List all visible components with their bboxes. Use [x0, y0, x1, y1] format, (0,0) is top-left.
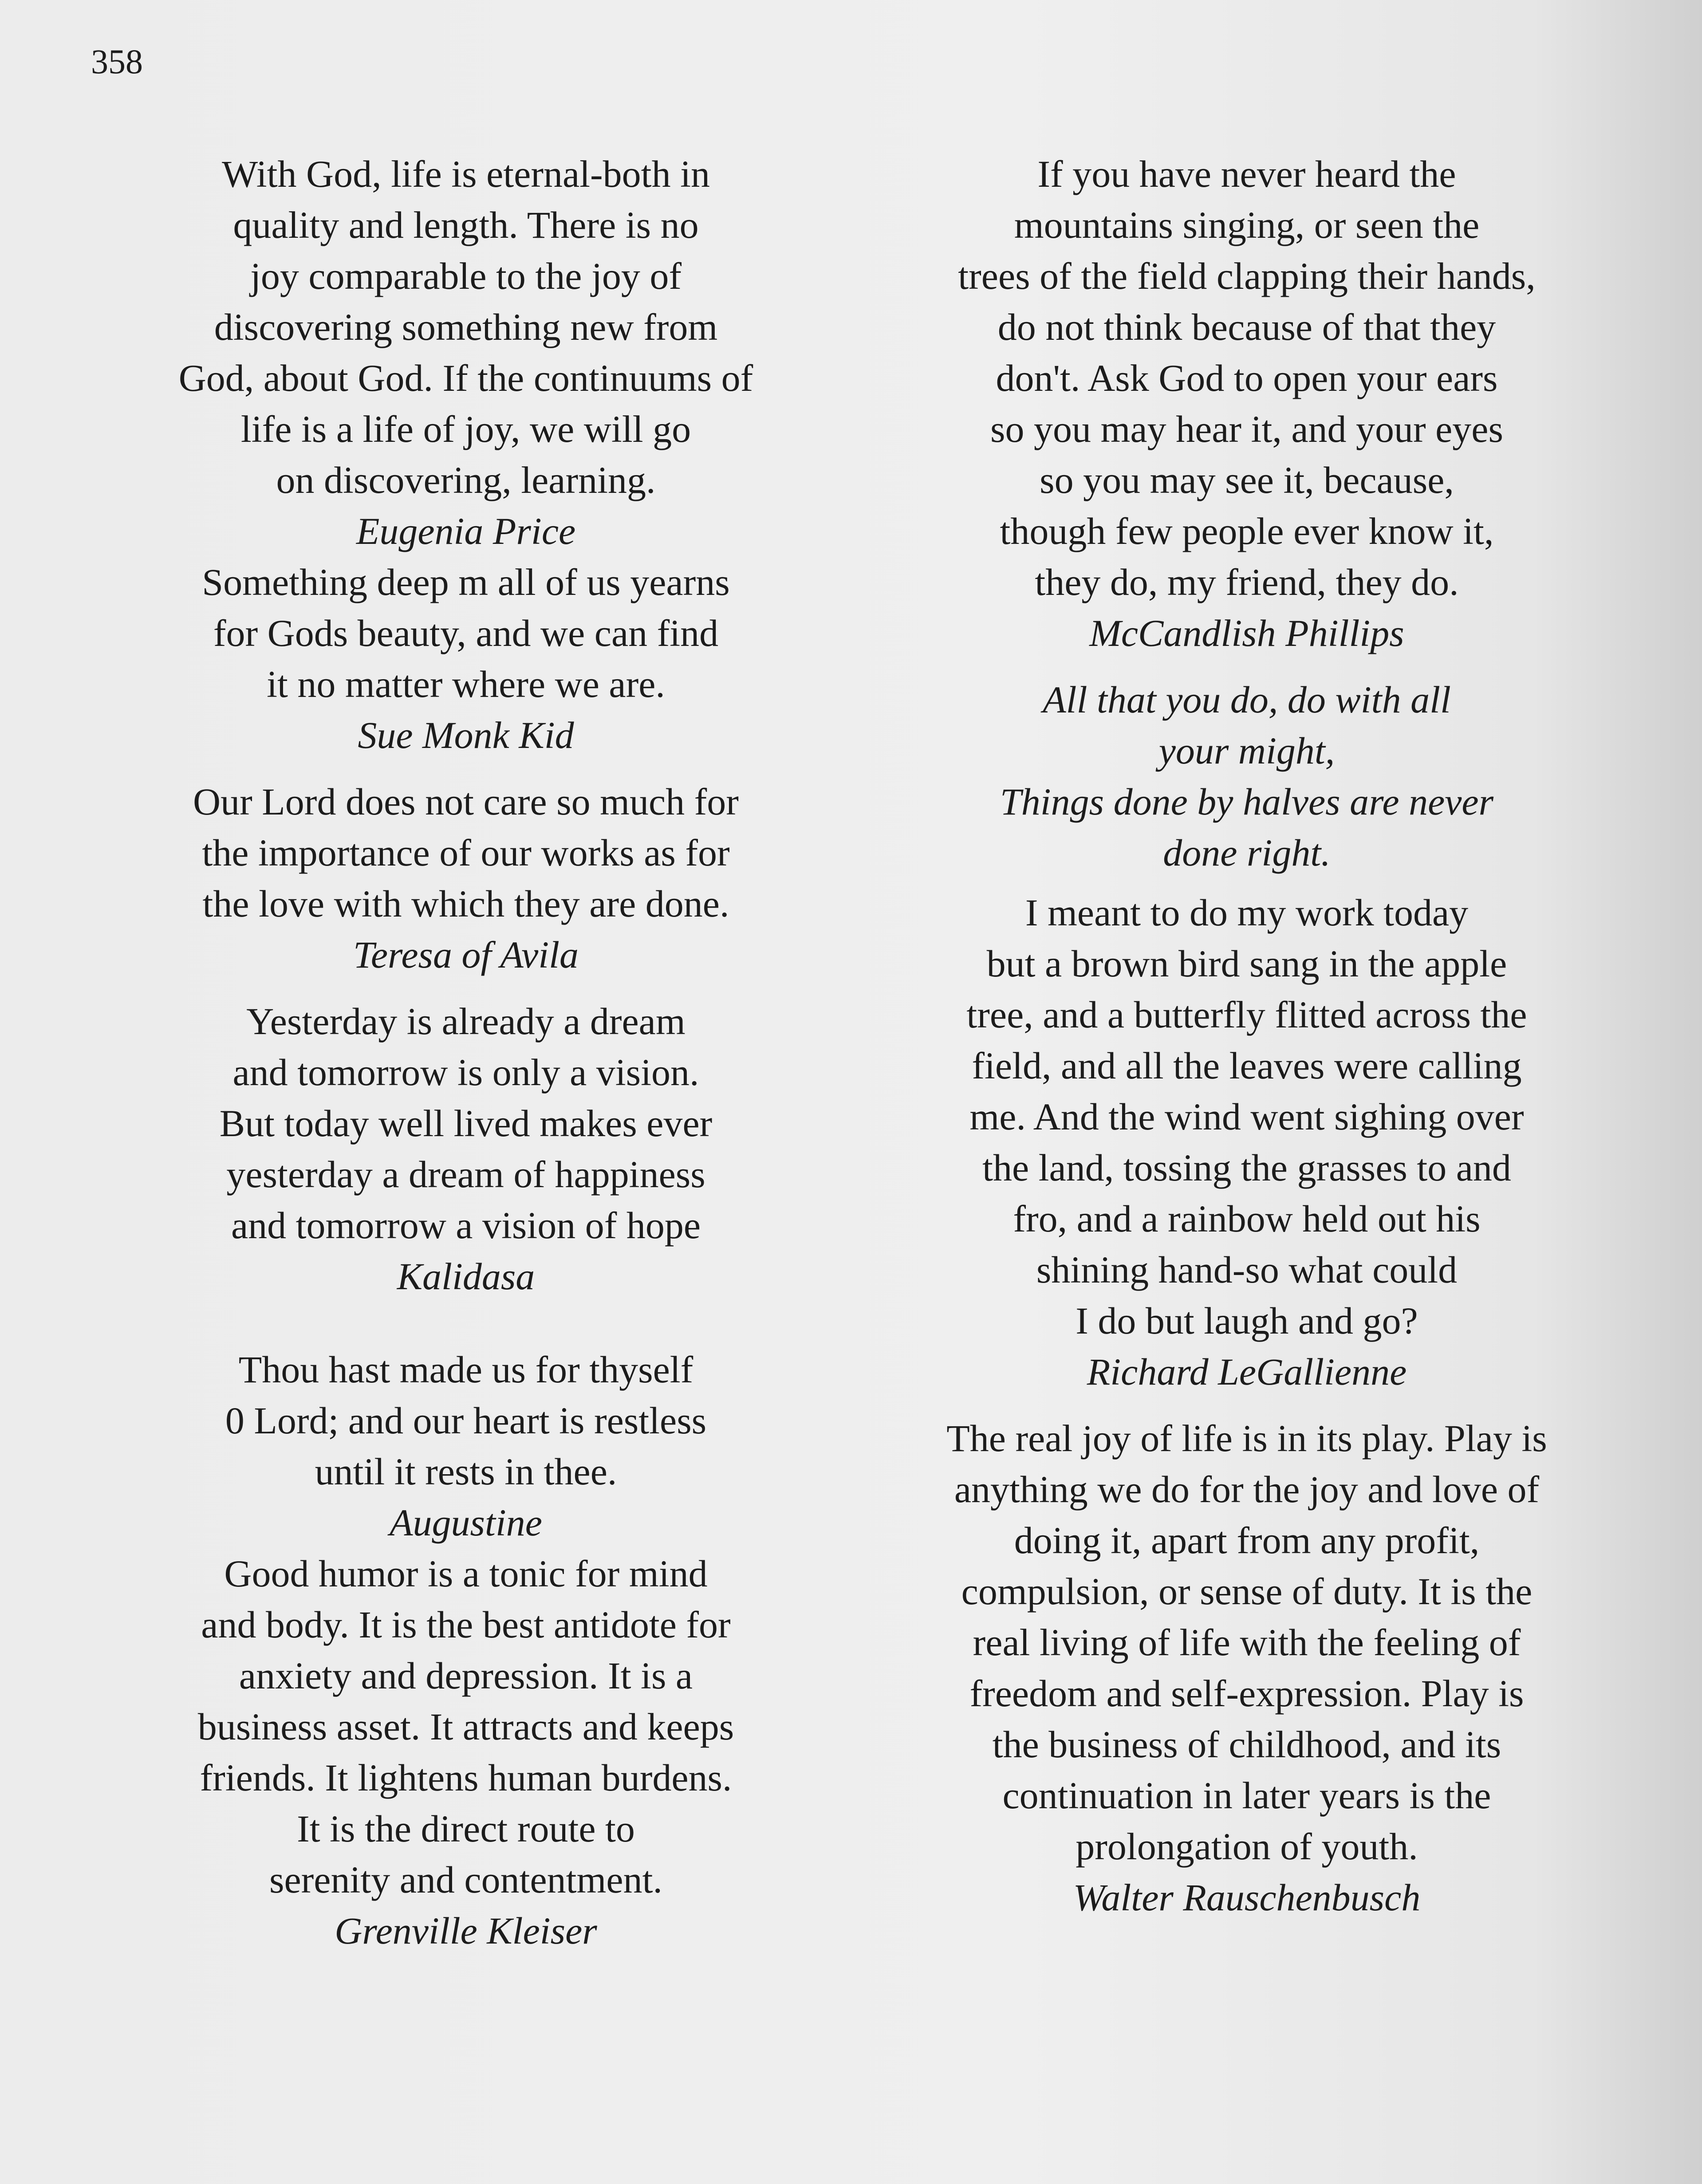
quote-line: me. And the wind went sighing over — [969, 1095, 1524, 1138]
quote-line: doing it, apart from any profit, — [1014, 1519, 1480, 1562]
quote-line: Yesterday is already a dream — [246, 1000, 686, 1043]
quote-line: fro, and a rainbow held out his — [1013, 1197, 1481, 1240]
quote-line: do not think because of that they — [997, 306, 1496, 348]
quote-line: God, about God. If the continuums of — [178, 357, 753, 399]
quote-line: Things done by halves are never — [1000, 780, 1494, 823]
quote-line: the business of childhood, and its — [992, 1723, 1501, 1766]
quote-line: Our Lord does not care so much for — [193, 780, 739, 823]
quote-line: prolongation of youth. — [1076, 1825, 1418, 1868]
quote-line: it no matter where we are. — [267, 663, 665, 705]
quote-line: compulsion, or sense of duty. It is the — [961, 1570, 1533, 1613]
quote-author: Eugenia Price — [356, 510, 576, 552]
quote-line: freedom and self-expression. Play is — [969, 1672, 1524, 1715]
quote-line: Something deep m all of us yearns — [202, 561, 730, 603]
quote-mccandlish-phillips — [892, 149, 1602, 659]
quote-line: trees of the field clapping their hands, — [958, 255, 1536, 297]
quote-line: shining hand-so what could — [1036, 1248, 1458, 1291]
quote-line: the land, tossing the grasses to and — [982, 1146, 1511, 1189]
quote-line: friends. It lightens human burdens. — [200, 1756, 732, 1799]
quote-line: I meant to do my work today — [1025, 891, 1469, 934]
quote-grenville-kleiser — [120, 1548, 812, 1956]
quote-line: they do, my friend, they do. — [1035, 561, 1459, 603]
quote-author: Grenville Kleiser — [335, 1909, 597, 1952]
quote-line: the importance of our works as for — [202, 831, 730, 874]
quote-line: mountains singing, or seen the — [1014, 204, 1480, 246]
right-column — [892, 149, 1602, 1923]
quote-kalidasa — [120, 996, 812, 1302]
quote-line: and tomorrow is only a vision. — [232, 1051, 699, 1094]
quote-line: until it rests in thee. — [315, 1450, 617, 1493]
quote-line: but a brown bird sang in the apple — [986, 942, 1507, 985]
quote-line: on discovering, learning. — [276, 459, 656, 501]
quote-line: field, and all the leaves were calling — [972, 1044, 1522, 1087]
quote-line: But today well lived makes ever — [219, 1102, 713, 1145]
quote-line: so you may hear it, and your eyes — [990, 408, 1503, 450]
quote-line: 0 Lord; and our heart is restless — [225, 1399, 707, 1442]
left-column — [120, 149, 812, 1956]
quote-sue-monk-kid — [120, 557, 812, 761]
quote-line: don't. Ask God to open your ears — [996, 357, 1498, 399]
quote-line: serenity and contentment. — [269, 1858, 662, 1901]
quote-line: your might, — [1158, 729, 1335, 772]
quote-line: real living of life with the feeling of — [973, 1621, 1521, 1664]
quote-eugenia-price — [120, 149, 812, 557]
quote-proverb — [892, 674, 1602, 878]
quote-line: joy comparable to the joy of — [250, 255, 682, 297]
quote-author: Walter Rauschenbusch — [1073, 1876, 1421, 1919]
page-number: 358 — [91, 42, 143, 81]
quote-line: anxiety and depression. It is a — [239, 1654, 693, 1697]
quote-line: Good humor is a tonic for mind — [224, 1552, 708, 1595]
quote-line: anything we do for the joy and love of — [954, 1468, 1540, 1511]
quote-line: quality and length. There is no — [233, 204, 699, 246]
quote-line: tree, and a butterfly flitted across the — [966, 993, 1527, 1036]
quote-author: Sue Monk Kid — [358, 714, 574, 756]
quote-line: done right. — [1163, 831, 1331, 874]
quote-line: discovering something new from — [214, 306, 718, 348]
quote-line: for Gods beauty, and we can find — [213, 612, 719, 654]
quote-line: It is the direct route to — [297, 1807, 635, 1850]
quote-line: With God, life is eternal-both in — [222, 153, 710, 195]
quote-line: life is a life of joy, we will go — [240, 408, 691, 450]
quote-line: business asset. It attracts and keeps — [197, 1705, 734, 1748]
quote-author: Teresa of Avila — [353, 933, 579, 976]
quote-line: If you have never heard the — [1037, 153, 1456, 195]
quote-line: yesterday a dream of happiness — [226, 1153, 705, 1196]
quote-augustine — [120, 1344, 812, 1548]
quote-line: All that you do, do with all — [1043, 678, 1451, 721]
quote-walter-rauschenbusch — [892, 1413, 1602, 1923]
quote-author: Augustine — [390, 1501, 542, 1544]
quote-teresa-of-avila — [120, 776, 812, 980]
quote-line: and tomorrow a vision of hope — [231, 1204, 701, 1247]
quote-author: Richard LeGallienne — [1087, 1350, 1407, 1393]
quote-line: Thou hast made us for thyself — [238, 1348, 693, 1391]
quote-line: I do but laugh and go? — [1076, 1299, 1418, 1342]
quote-line: the love with which they are done. — [202, 882, 729, 925]
quote-richard-legallienne — [892, 887, 1602, 1397]
quote-author: Kalidasa — [397, 1255, 535, 1298]
quote-line: though few people ever know it, — [1000, 510, 1494, 552]
quote-line: and body. It is the best antidote for — [201, 1603, 731, 1646]
quote-line: so you may see it, because, — [1040, 459, 1454, 501]
quote-author: McCandlish Phillips — [1089, 612, 1404, 654]
quote-line: continuation in later years is the — [1002, 1774, 1491, 1817]
quote-line: The real joy of life is in its play. Play is — [946, 1417, 1547, 1460]
